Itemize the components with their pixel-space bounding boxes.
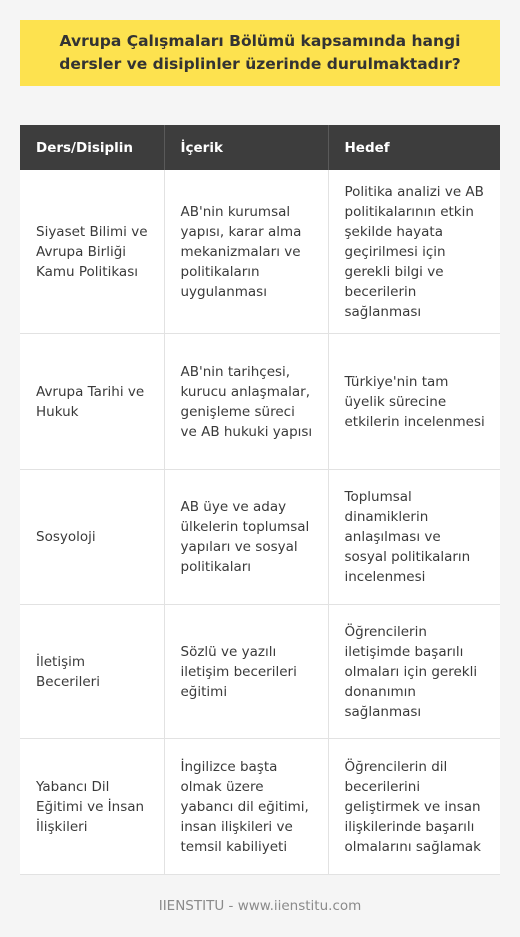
title-banner — [20, 20, 500, 86]
discipline-cell: Avrupa Tarihi ve Hukuk — [20, 334, 164, 470]
goal-cell: Öğrencilerin iletişimde başarılı olmaları için gerekli donanımın sağlanması — [328, 605, 500, 739]
footer-credit: IIENSTITU - www.iienstitu.com — [158, 898, 362, 914]
disciplines-table — [20, 125, 500, 875]
column-header-goal: Hedef — [328, 125, 500, 170]
table-row — [20, 470, 500, 605]
discipline-cell: Sosyoloji — [20, 470, 164, 605]
content-cell: AB'nin kurumsal yapısı, karar alma mekanizmaları ve politikaların uygulanması — [164, 170, 328, 334]
content-cell: İngilizce başta olmak üzere yabancı dil eğitimi, insan ilişkileri ve temsil kabiliyeti — [164, 739, 328, 875]
content-cell: Sözlü ve yazılı iletişim becerileri eğitimi — [164, 605, 328, 739]
table-row — [20, 170, 500, 334]
goal-cell: Türkiye'nin tam üyelik sürecine etkilerin incelenmesi — [328, 334, 500, 470]
content-cell: AB üye ve aday ülkelerin toplumsal yapıları ve sosyal politikaları — [164, 470, 328, 605]
discipline-cell: Siyaset Bilimi ve Avrupa Birliği Kamu Politikası — [20, 170, 164, 334]
goal-cell: Toplumsal dinamiklerin anlaşılması ve sosyal politikaların incelenmesi — [328, 470, 500, 605]
discipline-cell: İletişim Becerileri — [20, 605, 164, 739]
content-cell: AB'nin tarihçesi, kurucu anlaşmalar, genişleme süreci ve AB hukuki yapısı — [164, 334, 328, 470]
column-header-discipline: Ders/Disiplin — [20, 125, 164, 170]
page-title: Avrupa Çalışmaları Bölümü kapsamında hangi dersler ve disiplinler üzerinde durulmaktadır? — [59, 32, 461, 73]
discipline-cell: Yabancı Dil Eğitimi ve İnsan İlişkileri — [20, 739, 164, 875]
column-header-content: İçerik — [164, 125, 328, 170]
table-header-row — [20, 125, 500, 170]
table-row — [20, 334, 500, 470]
table-row — [20, 739, 500, 875]
table-row — [20, 605, 500, 739]
goal-cell: Öğrencilerin dil becerilerini geliştirmek ve insan ilişkilerinde başarılı olmalarını sağlamak — [328, 739, 500, 875]
goal-cell: Politika analizi ve AB politikalarının etkin şekilde hayata geçirilmesi için gerekli bilgi ve becerilerin sağlanması — [328, 170, 500, 334]
